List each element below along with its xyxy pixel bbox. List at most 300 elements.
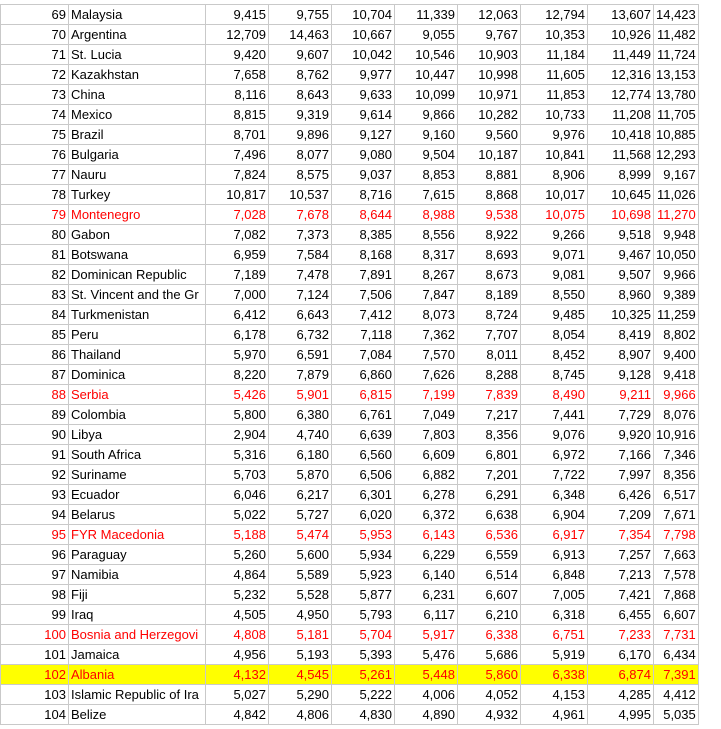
value-cell[interactable]: 8,267 [395, 265, 458, 285]
country-cell[interactable]: Brazil [69, 125, 206, 145]
value-cell[interactable]: 12,293 [654, 145, 699, 165]
rank-cell[interactable]: 81 [1, 245, 69, 265]
value-cell[interactable]: 11,568 [588, 145, 654, 165]
rank-cell[interactable]: 71 [1, 45, 69, 65]
rank-cell[interactable]: 84 [1, 305, 69, 325]
value-cell[interactable]: 6,972 [521, 445, 588, 465]
value-cell[interactable]: 7,118 [332, 325, 395, 345]
value-cell[interactable]: 10,325 [588, 305, 654, 325]
value-cell[interactable]: 5,181 [269, 625, 332, 645]
value-cell[interactable]: 8,907 [588, 345, 654, 365]
value-cell[interactable]: 8,988 [395, 205, 458, 225]
country-cell[interactable]: Dominica [69, 365, 206, 385]
rank-cell[interactable]: 97 [1, 565, 69, 585]
value-cell[interactable]: 12,794 [521, 5, 588, 25]
value-cell[interactable]: 10,998 [458, 65, 521, 85]
value-cell[interactable]: 4,950 [269, 605, 332, 625]
value-cell[interactable]: 7,124 [269, 285, 332, 305]
value-cell[interactable]: 7,615 [395, 185, 458, 205]
value-cell[interactable]: 5,870 [269, 465, 332, 485]
value-cell[interactable]: 7,189 [206, 265, 269, 285]
value-cell[interactable]: 8,643 [269, 85, 332, 105]
rank-cell[interactable]: 101 [1, 645, 69, 665]
value-cell[interactable]: 9,607 [269, 45, 332, 65]
value-cell[interactable]: 8,673 [458, 265, 521, 285]
value-cell[interactable]: 5,686 [458, 645, 521, 665]
value-cell[interactable]: 6,372 [395, 505, 458, 525]
value-cell[interactable]: 8,881 [458, 165, 521, 185]
value-cell[interactable]: 4,740 [269, 425, 332, 445]
value-cell[interactable]: 9,485 [521, 305, 588, 325]
value-cell[interactable]: 7,217 [458, 405, 521, 425]
value-cell[interactable]: 9,400 [654, 345, 699, 365]
value-cell[interactable]: 6,412 [206, 305, 269, 325]
value-cell[interactable]: 13,607 [588, 5, 654, 25]
value-cell[interactable]: 5,393 [332, 645, 395, 665]
value-cell[interactable]: 5,426 [206, 385, 269, 405]
value-cell[interactable]: 8,317 [395, 245, 458, 265]
value-cell[interactable]: 9,420 [206, 45, 269, 65]
country-cell[interactable]: Belize [69, 705, 206, 725]
value-cell[interactable]: 11,605 [521, 65, 588, 85]
value-cell[interactable]: 10,667 [332, 25, 395, 45]
value-cell[interactable]: 8,220 [206, 365, 269, 385]
value-cell[interactable]: 9,080 [332, 145, 395, 165]
value-cell[interactable]: 5,022 [206, 505, 269, 525]
value-cell[interactable]: 6,874 [588, 665, 654, 685]
value-cell[interactable]: 6,761 [332, 405, 395, 425]
rank-cell[interactable]: 103 [1, 685, 69, 705]
value-cell[interactable]: 10,971 [458, 85, 521, 105]
value-cell[interactable]: 7,803 [395, 425, 458, 445]
value-cell[interactable]: 4,864 [206, 565, 269, 585]
value-cell[interactable]: 11,184 [521, 45, 588, 65]
value-cell[interactable]: 6,140 [395, 565, 458, 585]
value-cell[interactable]: 7,824 [206, 165, 269, 185]
value-cell[interactable]: 9,167 [654, 165, 699, 185]
value-cell[interactable]: 9,081 [521, 265, 588, 285]
value-cell[interactable]: 6,904 [521, 505, 588, 525]
value-cell[interactable]: 10,704 [332, 5, 395, 25]
value-cell[interactable]: 9,507 [588, 265, 654, 285]
value-cell[interactable]: 6,380 [269, 405, 332, 425]
value-cell[interactable]: 6,517 [654, 485, 699, 505]
country-cell[interactable]: FYR Macedonia [69, 525, 206, 545]
value-cell[interactable]: 12,774 [588, 85, 654, 105]
value-cell[interactable]: 10,841 [521, 145, 588, 165]
value-cell[interactable]: 9,127 [332, 125, 395, 145]
value-cell[interactable]: 5,188 [206, 525, 269, 545]
value-cell[interactable]: 5,970 [206, 345, 269, 365]
rank-cell[interactable]: 94 [1, 505, 69, 525]
value-cell[interactable]: 9,966 [654, 385, 699, 405]
value-cell[interactable]: 7,506 [332, 285, 395, 305]
value-cell[interactable]: 4,006 [395, 685, 458, 705]
value-cell[interactable]: 7,671 [654, 505, 699, 525]
value-cell[interactable]: 7,798 [654, 525, 699, 545]
value-cell[interactable]: 5,589 [269, 565, 332, 585]
value-cell[interactable]: 7,346 [654, 445, 699, 465]
value-cell[interactable]: 7,213 [588, 565, 654, 585]
value-cell[interactable]: 7,000 [206, 285, 269, 305]
value-cell[interactable]: 7,441 [521, 405, 588, 425]
value-cell[interactable]: 6,434 [654, 645, 699, 665]
value-cell[interactable]: 6,639 [332, 425, 395, 445]
value-cell[interactable]: 10,017 [521, 185, 588, 205]
value-cell[interactable]: 5,877 [332, 585, 395, 605]
value-cell[interactable]: 6,231 [395, 585, 458, 605]
value-cell[interactable]: 7,891 [332, 265, 395, 285]
country-cell[interactable]: Thailand [69, 345, 206, 365]
value-cell[interactable]: 9,076 [521, 425, 588, 445]
value-cell[interactable]: 8,189 [458, 285, 521, 305]
value-cell[interactable]: 6,607 [458, 585, 521, 605]
value-cell[interactable]: 10,698 [588, 205, 654, 225]
value-cell[interactable]: 9,319 [269, 105, 332, 125]
rank-cell[interactable]: 99 [1, 605, 69, 625]
value-cell[interactable]: 9,538 [458, 205, 521, 225]
value-cell[interactable]: 8,452 [521, 345, 588, 365]
value-cell[interactable]: 5,901 [269, 385, 332, 405]
value-cell[interactable]: 7,997 [588, 465, 654, 485]
value-cell[interactable]: 7,729 [588, 405, 654, 425]
rank-cell[interactable]: 76 [1, 145, 69, 165]
value-cell[interactable]: 8,745 [521, 365, 588, 385]
value-cell[interactable]: 10,733 [521, 105, 588, 125]
rank-cell[interactable]: 70 [1, 25, 69, 45]
value-cell[interactable]: 8,724 [458, 305, 521, 325]
value-cell[interactable]: 8,716 [332, 185, 395, 205]
value-cell[interactable]: 6,455 [588, 605, 654, 625]
country-cell[interactable]: St. Lucia [69, 45, 206, 65]
value-cell[interactable]: 4,961 [521, 705, 588, 725]
value-cell[interactable]: 10,418 [588, 125, 654, 145]
rank-cell[interactable]: 77 [1, 165, 69, 185]
value-cell[interactable]: 8,868 [458, 185, 521, 205]
rank-cell[interactable]: 75 [1, 125, 69, 145]
value-cell[interactable]: 7,028 [206, 205, 269, 225]
value-cell[interactable]: 8,762 [269, 65, 332, 85]
value-cell[interactable]: 10,187 [458, 145, 521, 165]
value-cell[interactable]: 6,815 [332, 385, 395, 405]
rank-cell[interactable]: 89 [1, 405, 69, 425]
value-cell[interactable]: 5,448 [395, 665, 458, 685]
value-cell[interactable]: 8,385 [332, 225, 395, 245]
value-cell[interactable]: 6,609 [395, 445, 458, 465]
rank-cell[interactable]: 88 [1, 385, 69, 405]
value-cell[interactable]: 4,132 [206, 665, 269, 685]
rank-cell[interactable]: 95 [1, 525, 69, 545]
value-cell[interactable]: 6,178 [206, 325, 269, 345]
value-cell[interactable]: 9,415 [206, 5, 269, 25]
value-cell[interactable]: 4,808 [206, 625, 269, 645]
value-cell[interactable]: 6,170 [588, 645, 654, 665]
value-cell[interactable]: 8,922 [458, 225, 521, 245]
value-cell[interactable]: 6,848 [521, 565, 588, 585]
value-cell[interactable]: 8,550 [521, 285, 588, 305]
value-cell[interactable]: 4,932 [458, 705, 521, 725]
value-cell[interactable]: 12,709 [206, 25, 269, 45]
value-cell[interactable]: 8,701 [206, 125, 269, 145]
country-cell[interactable]: Colombia [69, 405, 206, 425]
value-cell[interactable]: 9,767 [458, 25, 521, 45]
value-cell[interactable]: 7,201 [458, 465, 521, 485]
value-cell[interactable]: 9,128 [588, 365, 654, 385]
value-cell[interactable]: 8,073 [395, 305, 458, 325]
value-cell[interactable]: 6,210 [458, 605, 521, 625]
value-cell[interactable]: 7,868 [654, 585, 699, 605]
rank-cell[interactable]: 90 [1, 425, 69, 445]
value-cell[interactable]: 6,217 [269, 485, 332, 505]
value-cell[interactable]: 7,391 [654, 665, 699, 685]
value-cell[interactable]: 7,005 [521, 585, 588, 605]
value-cell[interactable]: 6,301 [332, 485, 395, 505]
country-cell[interactable]: Serbia [69, 385, 206, 405]
value-cell[interactable]: 7,257 [588, 545, 654, 565]
value-cell[interactable]: 7,084 [332, 345, 395, 365]
value-cell[interactable]: 4,153 [521, 685, 588, 705]
value-cell[interactable]: 9,389 [654, 285, 699, 305]
value-cell[interactable]: 9,977 [332, 65, 395, 85]
value-cell[interactable]: 6,318 [521, 605, 588, 625]
value-cell[interactable]: 5,917 [395, 625, 458, 645]
value-cell[interactable]: 8,356 [458, 425, 521, 445]
value-cell[interactable]: 6,732 [269, 325, 332, 345]
value-cell[interactable]: 8,419 [588, 325, 654, 345]
value-cell[interactable]: 12,316 [588, 65, 654, 85]
rank-cell[interactable]: 78 [1, 185, 69, 205]
value-cell[interactable]: 7,722 [521, 465, 588, 485]
value-cell[interactable]: 7,707 [458, 325, 521, 345]
country-cell[interactable]: Turkey [69, 185, 206, 205]
value-cell[interactable]: 9,896 [269, 125, 332, 145]
value-cell[interactable]: 14,423 [654, 5, 699, 25]
value-cell[interactable]: 8,853 [395, 165, 458, 185]
value-cell[interactable]: 4,505 [206, 605, 269, 625]
value-cell[interactable]: 5,704 [332, 625, 395, 645]
value-cell[interactable]: 5,193 [269, 645, 332, 665]
value-cell[interactable]: 5,528 [269, 585, 332, 605]
value-cell[interactable]: 6,607 [654, 605, 699, 625]
value-cell[interactable]: 9,976 [521, 125, 588, 145]
value-cell[interactable]: 8,288 [458, 365, 521, 385]
value-cell[interactable]: 4,412 [654, 685, 699, 705]
value-cell[interactable]: 10,926 [588, 25, 654, 45]
value-cell[interactable]: 7,570 [395, 345, 458, 365]
rank-cell[interactable]: 79 [1, 205, 69, 225]
value-cell[interactable]: 5,476 [395, 645, 458, 665]
value-cell[interactable]: 5,600 [269, 545, 332, 565]
value-cell[interactable]: 10,903 [458, 45, 521, 65]
value-cell[interactable]: 4,806 [269, 705, 332, 725]
value-cell[interactable]: 10,282 [458, 105, 521, 125]
value-cell[interactable]: 9,633 [332, 85, 395, 105]
value-cell[interactable]: 10,916 [654, 425, 699, 445]
value-cell[interactable]: 10,885 [654, 125, 699, 145]
value-cell[interactable]: 5,793 [332, 605, 395, 625]
rank-cell[interactable]: 92 [1, 465, 69, 485]
value-cell[interactable]: 9,211 [588, 385, 654, 405]
value-cell[interactable]: 10,075 [521, 205, 588, 225]
value-cell[interactable]: 7,663 [654, 545, 699, 565]
value-cell[interactable]: 7,412 [332, 305, 395, 325]
value-cell[interactable]: 7,199 [395, 385, 458, 405]
country-cell[interactable]: Peru [69, 325, 206, 345]
country-cell[interactable]: Argentina [69, 25, 206, 45]
value-cell[interactable]: 6,514 [458, 565, 521, 585]
rank-cell[interactable]: 86 [1, 345, 69, 365]
value-cell[interactable]: 7,421 [588, 585, 654, 605]
value-cell[interactable]: 14,463 [269, 25, 332, 45]
rank-cell[interactable]: 102 [1, 665, 69, 685]
value-cell[interactable]: 8,490 [521, 385, 588, 405]
value-cell[interactable]: 5,923 [332, 565, 395, 585]
value-cell[interactable]: 7,839 [458, 385, 521, 405]
value-cell[interactable]: 5,860 [458, 665, 521, 685]
value-cell[interactable]: 13,153 [654, 65, 699, 85]
value-cell[interactable]: 6,291 [458, 485, 521, 505]
rank-cell[interactable]: 91 [1, 445, 69, 465]
value-cell[interactable]: 8,815 [206, 105, 269, 125]
value-cell[interactable]: 11,259 [654, 305, 699, 325]
value-cell[interactable]: 11,724 [654, 45, 699, 65]
value-cell[interactable]: 5,474 [269, 525, 332, 545]
value-cell[interactable]: 9,966 [654, 265, 699, 285]
value-cell[interactable]: 9,948 [654, 225, 699, 245]
value-cell[interactable]: 8,116 [206, 85, 269, 105]
country-cell[interactable]: Fiji [69, 585, 206, 605]
value-cell[interactable]: 5,222 [332, 685, 395, 705]
rank-cell[interactable]: 85 [1, 325, 69, 345]
value-cell[interactable]: 8,011 [458, 345, 521, 365]
value-cell[interactable]: 11,208 [588, 105, 654, 125]
value-cell[interactable]: 11,482 [654, 25, 699, 45]
value-cell[interactable]: 6,882 [395, 465, 458, 485]
value-cell[interactable]: 7,847 [395, 285, 458, 305]
value-cell[interactable]: 5,953 [332, 525, 395, 545]
country-cell[interactable]: Bosnia and Herzegovi [69, 625, 206, 645]
value-cell[interactable]: 10,447 [395, 65, 458, 85]
value-cell[interactable]: 6,801 [458, 445, 521, 465]
value-cell[interactable]: 9,055 [395, 25, 458, 45]
country-cell[interactable]: South Africa [69, 445, 206, 465]
value-cell[interactable]: 6,643 [269, 305, 332, 325]
value-cell[interactable]: 8,077 [269, 145, 332, 165]
value-cell[interactable]: 9,037 [332, 165, 395, 185]
value-cell[interactable]: 7,578 [654, 565, 699, 585]
value-cell[interactable]: 6,338 [458, 625, 521, 645]
value-cell[interactable]: 10,546 [395, 45, 458, 65]
country-cell[interactable]: Dominican Republic [69, 265, 206, 285]
country-cell[interactable]: Belarus [69, 505, 206, 525]
country-cell[interactable]: Kazakhstan [69, 65, 206, 85]
value-cell[interactable]: 5,800 [206, 405, 269, 425]
value-cell[interactable]: 6,917 [521, 525, 588, 545]
value-cell[interactable]: 11,705 [654, 105, 699, 125]
value-cell[interactable]: 7,658 [206, 65, 269, 85]
value-cell[interactable]: 10,645 [588, 185, 654, 205]
value-cell[interactable]: 6,117 [395, 605, 458, 625]
value-cell[interactable]: 10,050 [654, 245, 699, 265]
country-cell[interactable]: Turkmenistan [69, 305, 206, 325]
value-cell[interactable]: 7,362 [395, 325, 458, 345]
rank-cell[interactable]: 80 [1, 225, 69, 245]
value-cell[interactable]: 9,755 [269, 5, 332, 25]
value-cell[interactable]: 6,959 [206, 245, 269, 265]
value-cell[interactable]: 5,232 [206, 585, 269, 605]
value-cell[interactable]: 7,082 [206, 225, 269, 245]
value-cell[interactable]: 11,339 [395, 5, 458, 25]
value-cell[interactable]: 6,020 [332, 505, 395, 525]
value-cell[interactable]: 10,042 [332, 45, 395, 65]
country-cell[interactable]: Paraguay [69, 545, 206, 565]
value-cell[interactable]: 8,076 [654, 405, 699, 425]
value-cell[interactable]: 7,373 [269, 225, 332, 245]
value-cell[interactable]: 8,644 [332, 205, 395, 225]
value-cell[interactable]: 6,536 [458, 525, 521, 545]
country-cell[interactable]: China [69, 85, 206, 105]
value-cell[interactable]: 6,046 [206, 485, 269, 505]
country-cell[interactable]: Jamaica [69, 645, 206, 665]
value-cell[interactable]: 7,166 [588, 445, 654, 465]
value-cell[interactable]: 4,830 [332, 705, 395, 725]
value-cell[interactable]: 7,049 [395, 405, 458, 425]
value-cell[interactable]: 7,496 [206, 145, 269, 165]
rank-cell[interactable]: 82 [1, 265, 69, 285]
value-cell[interactable]: 13,780 [654, 85, 699, 105]
rank-cell[interactable]: 104 [1, 705, 69, 725]
value-cell[interactable]: 8,575 [269, 165, 332, 185]
value-cell[interactable]: 7,233 [588, 625, 654, 645]
value-cell[interactable]: 10,099 [395, 85, 458, 105]
country-cell[interactable]: Gabon [69, 225, 206, 245]
value-cell[interactable]: 10,353 [521, 25, 588, 45]
value-cell[interactable]: 9,560 [458, 125, 521, 145]
value-cell[interactable]: 2,904 [206, 425, 269, 445]
value-cell[interactable]: 6,338 [521, 665, 588, 685]
value-cell[interactable]: 5,260 [206, 545, 269, 565]
value-cell[interactable]: 8,356 [654, 465, 699, 485]
value-cell[interactable]: 7,731 [654, 625, 699, 645]
country-cell[interactable]: Namibia [69, 565, 206, 585]
rank-cell[interactable]: 98 [1, 585, 69, 605]
value-cell[interactable]: 6,560 [332, 445, 395, 465]
value-cell[interactable]: 9,614 [332, 105, 395, 125]
value-cell[interactable]: 8,802 [654, 325, 699, 345]
value-cell[interactable]: 9,920 [588, 425, 654, 445]
value-cell[interactable]: 4,285 [588, 685, 654, 705]
value-cell[interactable]: 7,626 [395, 365, 458, 385]
value-cell[interactable]: 8,556 [395, 225, 458, 245]
value-cell[interactable]: 5,290 [269, 685, 332, 705]
rank-cell[interactable]: 74 [1, 105, 69, 125]
rank-cell[interactable]: 83 [1, 285, 69, 305]
value-cell[interactable]: 7,478 [269, 265, 332, 285]
value-cell[interactable]: 4,545 [269, 665, 332, 685]
value-cell[interactable]: 5,035 [654, 705, 699, 725]
value-cell[interactable]: 11,270 [654, 205, 699, 225]
value-cell[interactable]: 7,678 [269, 205, 332, 225]
value-cell[interactable]: 6,180 [269, 445, 332, 465]
rank-cell[interactable]: 87 [1, 365, 69, 385]
value-cell[interactable]: 6,229 [395, 545, 458, 565]
value-cell[interactable]: 9,160 [395, 125, 458, 145]
value-cell[interactable]: 4,842 [206, 705, 269, 725]
value-cell[interactable]: 8,960 [588, 285, 654, 305]
value-cell[interactable]: 9,504 [395, 145, 458, 165]
value-cell[interactable]: 9,866 [395, 105, 458, 125]
value-cell[interactable]: 5,703 [206, 465, 269, 485]
